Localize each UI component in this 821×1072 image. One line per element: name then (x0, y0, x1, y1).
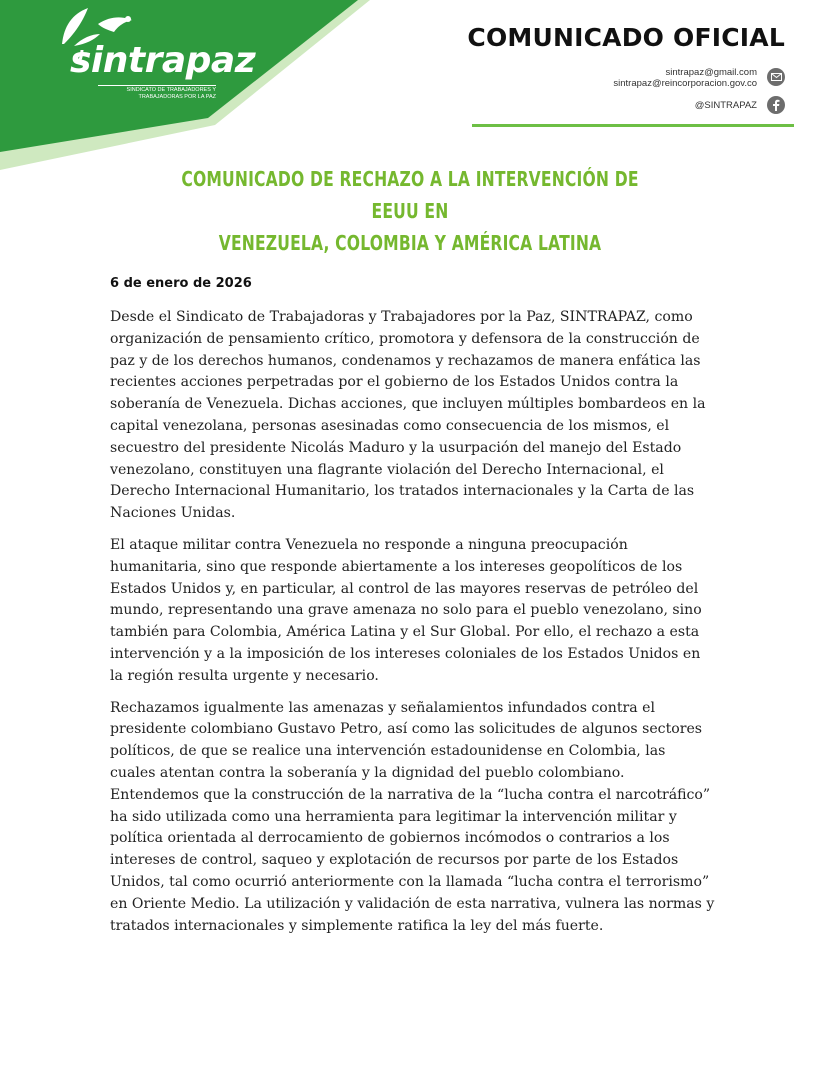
contact-emails (613, 67, 757, 89)
social-handle[interactable]: @SINTRAPAZ (694, 100, 757, 111)
paragraph-3: Rechazamos igualmente las amenazas y señalamientos infundados contra el presidente colombiano Gustavo Petro, así como las solicitudes de algunos sectores políticos, de que se realice una intervención estadounidense en Colombia, las cuales atentan contra la soberanía y la dignidad del pueblo colombiano. Entendemos que la construcción de la narrativa de la “lucha contra el narcotráfico” ha sido utilizada como una herramienta para legitimar la intervención militar y política orientada al derrocamiento de gobiernos incómodos o contrarios a los intereses de control, saqueo y explotación de recursos por parte de los Estados Unidos, tal como ocurrió anteriormente con la llamada “lucha contra el terrorismo” en Oriente Medio. La utilización y validación de esta narrativa, vulnera las normas y tratados internacionales y simplemente ratifica la ley del más fuerte. (110, 699, 715, 934)
mail-icon (767, 68, 785, 86)
paragraph-2: El ataque militar contra Venezuela no responde a ninguna preocupación humanitaria, sino que responde abiertamente a los intereses geopolíticos de los Estados Unidos y, en particular, al control de las mayores reservas de petróleo del mundo, representando una grave amenaza no solo para el pueblo venezolano, sino también para Colombia, América Latina y el Sur Global. Por ello, el rechazo a esta intervención y a la imposición de los intereses coloniales de los Estados Unidos en la región resulta urgente y necesario. (110, 536, 702, 684)
logo-subtitle: SINDICATO DE TRABAJADORES Y TRABAJADORAS POR LA PAZ (98, 85, 216, 100)
document-date: 6 de enero de 2026 (110, 276, 252, 291)
logo-wordmark: sintrapaz (70, 40, 256, 81)
page-title: COMUNICADO OFICIAL (467, 23, 785, 52)
header-divider (472, 124, 794, 127)
headline-line-2: VENEZUELA, COLOMBIA Y AMÉRICA LATINA (218, 231, 602, 255)
email-primary[interactable]: sintrapaz@gmail.com (665, 67, 757, 78)
facebook-icon (767, 96, 785, 114)
document-body (110, 307, 715, 947)
headline-line-1: COMUNICADO DE RECHAZO A LA INTERVENCIÓN DE EEUU EN (181, 167, 639, 223)
email-secondary[interactable]: sintrapaz@reincorporacion.gov.co (613, 78, 757, 89)
paragraph-1: Desde el Sindicato de Trabajadoras y Trabajadores por la Paz, SINTRAPAZ, como organización de pensamiento crítico, promotora y defensora de la construcción de paz y de los derechos humanos, condenamos y rechazamos de manera enfática las recientes acciones perpetradas por el gobierno de los Estados Unidos contra la soberanía de Venezuela. Dichas acciones, que incluyen múltiples bombardeos en la capital venezolana, personas asesinadas como consecuencia de los mismos, el secuestro del presidente Nicolás Maduro y la usurpación del manejo del Estado venezolano, constituyen una flagrante violación del Derecho Internacional, el Derecho Internacional Humanitario, los tratados internacionales y la Carta de las Naciones Unidas. (110, 309, 706, 522)
document-headline (176, 163, 644, 259)
